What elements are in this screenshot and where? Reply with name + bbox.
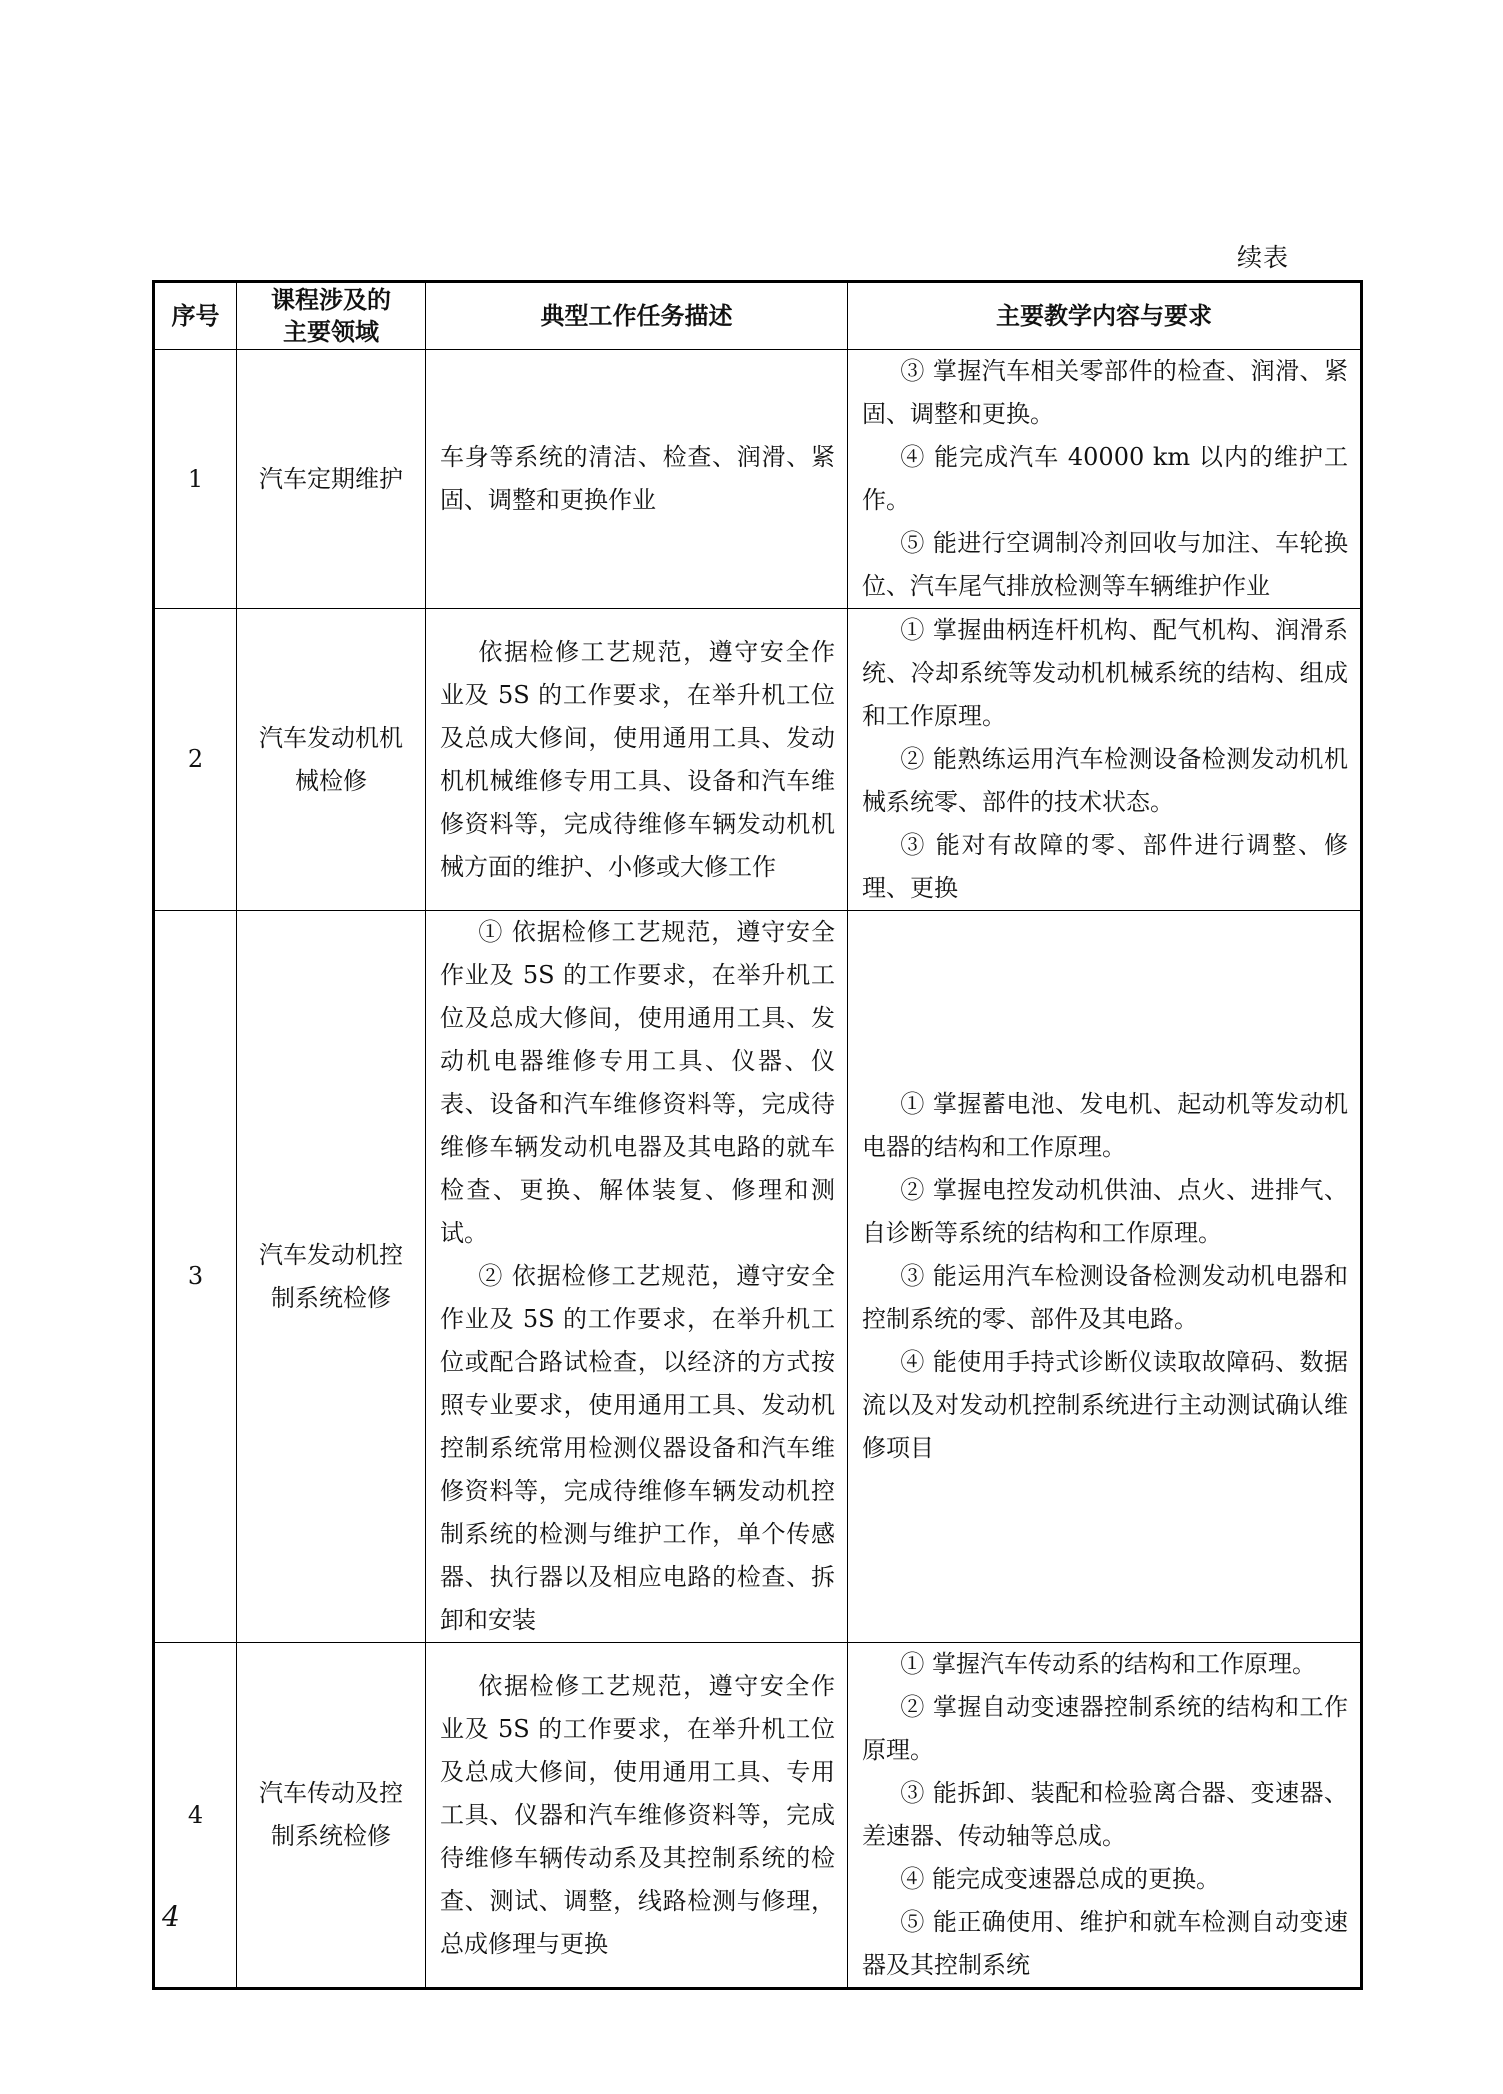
task-paragraph: 车身等系统的清洁、检查、润滑、紧固、调整和更换作业 bbox=[440, 443, 835, 514]
req-item: ③ 能对有故障的零、部件进行调整、修理、更换 bbox=[862, 831, 1348, 902]
row-req bbox=[848, 350, 1362, 609]
row-task bbox=[426, 1643, 848, 1989]
req-item: ④ 能完成汽车 40000 km 以内的维护工作。 bbox=[862, 443, 1348, 514]
req-item: ③ 能拆卸、装配和检验离合器、变速器、差速器、传动轴等总成。 bbox=[862, 1779, 1348, 1850]
row-area: 汽车定期维护 bbox=[237, 350, 426, 609]
row-task bbox=[426, 609, 848, 911]
page-number: 4 bbox=[162, 1900, 180, 1933]
header-area: 课程涉及的主要领域 bbox=[237, 282, 426, 350]
row-req bbox=[848, 1643, 1362, 1989]
row-req bbox=[848, 911, 1362, 1643]
row-req bbox=[848, 609, 1362, 911]
req-item: ⑤ 能正确使用、维护和就车检测自动变速器及其控制系统 bbox=[862, 1908, 1348, 1979]
row-task bbox=[426, 911, 848, 1643]
table-row bbox=[154, 350, 1362, 609]
req-item: ② 掌握自动变速器控制系统的结构和工作原理。 bbox=[862, 1693, 1348, 1764]
row-num: 2 bbox=[154, 609, 237, 911]
row-task bbox=[426, 350, 848, 609]
curriculum-table bbox=[152, 280, 1363, 1990]
continued-label: 续表 bbox=[1236, 243, 1289, 272]
req-item: ⑤ 能进行空调制冷剂回收与加注、车轮换位、汽车尾气排放检测等车辆维护作业 bbox=[862, 529, 1348, 600]
req-item: ④ 能使用手持式诊断仪读取故障码、数据流以及对发动机控制系统进行主动测试确认维修项目 bbox=[862, 1348, 1348, 1462]
row-num: 4 bbox=[154, 1643, 237, 1989]
req-item: ① 掌握汽车传动系的结构和工作原理。 bbox=[900, 1650, 1317, 1678]
row-num: 3 bbox=[154, 911, 237, 1643]
req-item: ③ 掌握汽车相关零部件的检查、润滑、紧固、调整和更换。 bbox=[862, 357, 1348, 428]
table-row bbox=[154, 1643, 1362, 1989]
table-row bbox=[154, 609, 1362, 911]
req-item: ① 掌握蓄电池、发电机、起动机等发动机电器的结构和工作原理。 bbox=[862, 1090, 1348, 1161]
row-area: 汽车发动机控制系统检修 bbox=[237, 911, 426, 1643]
header-req: 主要教学内容与要求 bbox=[848, 282, 1362, 350]
table-row bbox=[154, 911, 1362, 1643]
req-item: ② 掌握电控发动机供油、点火、进排气、自诊断等系统的结构和工作原理。 bbox=[862, 1176, 1348, 1247]
header-num: 序号 bbox=[154, 282, 237, 350]
task-paragraph: 依据检修工艺规范，遵守安全作业及 5S 的工作要求，在举升机工位及总成大修间，使用通用工具、专用工具、仪器和汽车维修资料等，完成待维修车辆传动系及其控制系统的检查、测试、调整，线路检测与修理，总成修理与更换 bbox=[440, 1671, 835, 1958]
row-area: 汽车发动机机械检修 bbox=[237, 609, 426, 911]
row-num: 1 bbox=[154, 350, 237, 609]
table-header-row bbox=[154, 282, 1362, 350]
task-paragraph: ① 依据检修工艺规范，遵守安全作业及 5S 的工作要求，在举升机工位及总成大修间，使用通用工具、发动机电器维修专用工具、仪器、仪表、设备和汽车维修资料等，完成待维修车辆发动机电器及其电路的就车检查、更换、解体装复、修理和测试。 bbox=[440, 918, 835, 1247]
req-item: ④ 能完成变速器总成的更换。 bbox=[900, 1865, 1221, 1893]
req-item: ③ 能运用汽车检测设备检测发动机电器和控制系统的零、部件及其电路。 bbox=[862, 1262, 1348, 1333]
task-paragraph: ② 依据检修工艺规范，遵守安全作业及 5S 的工作要求，在举升机工位或配合路试检查，以经济的方式按照专业要求，使用通用工具、发动机控制系统常用检测仪器设备和汽车维修资料等，完成待维修车辆发动机控制系统的检测与维护工作，单个传感器、执行器以及相应电路的检查、拆卸和安装 bbox=[440, 1262, 835, 1634]
task-paragraph: 依据检修工艺规范，遵守安全作业及 5S 的工作要求，在举升机工位及总成大修间，使用通用工具、发动机机械维修专用工具、设备和汽车维修资料等，完成待维修车辆发动机机械方面的维护、小修或大修工作 bbox=[440, 637, 835, 881]
header-task: 典型工作任务描述 bbox=[426, 282, 848, 350]
req-item: ② 能熟练运用汽车检测设备检测发动机机械系统零、部件的技术状态。 bbox=[862, 745, 1348, 816]
row-area: 汽车传动及控制系统检修 bbox=[237, 1643, 426, 1989]
req-item: ① 掌握曲柄连杆机构、配气机构、润滑系统、冷却系统等发动机机械系统的结构、组成和工作原理。 bbox=[862, 616, 1348, 730]
